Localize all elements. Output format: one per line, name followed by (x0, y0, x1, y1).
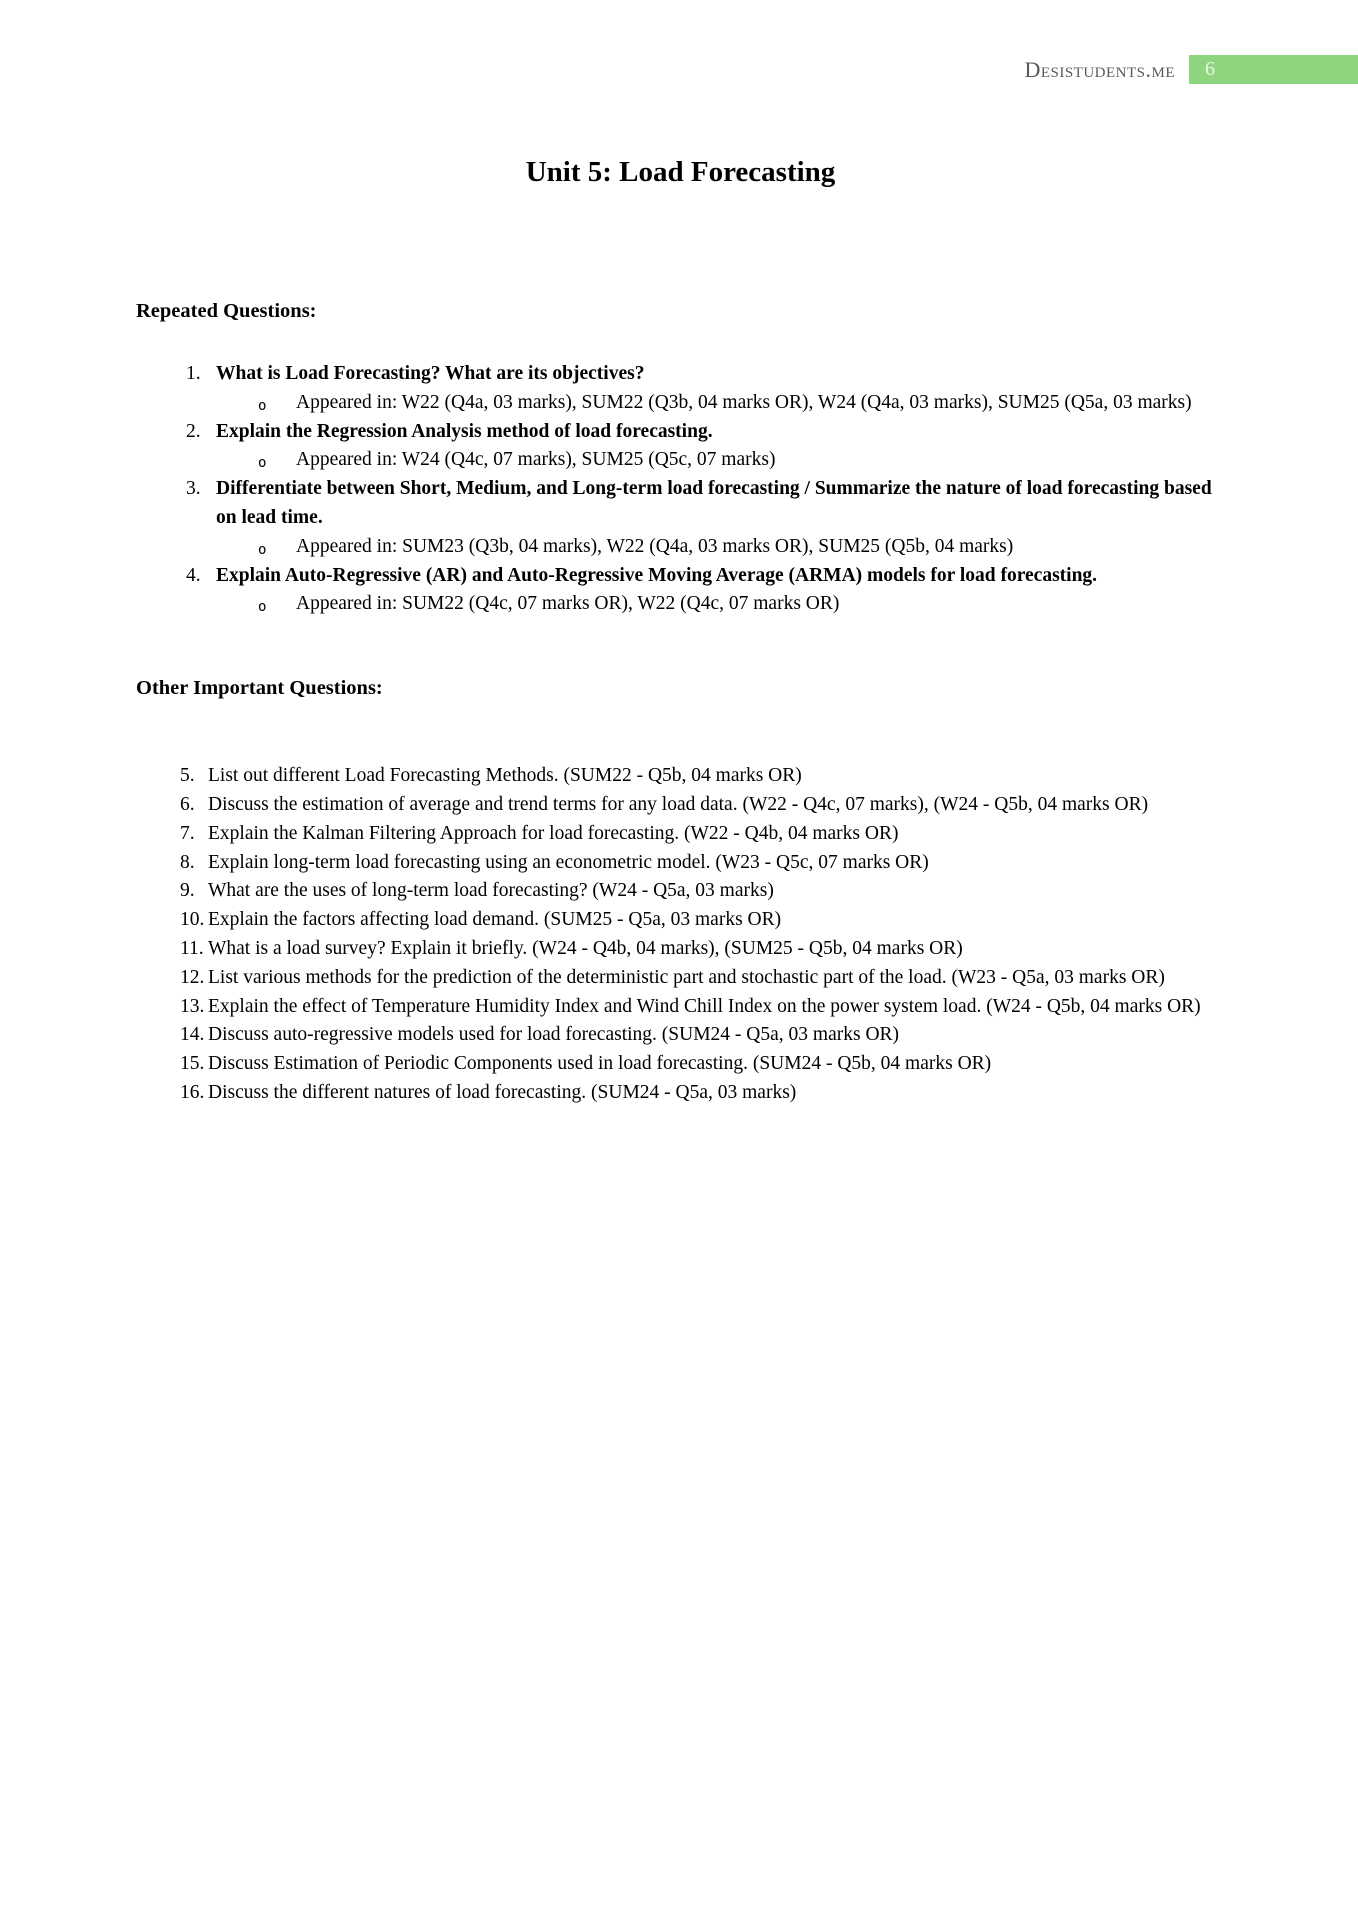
question-item (136, 762, 1225, 791)
appeared-in-line (216, 533, 1225, 562)
question-number: 9. (180, 880, 195, 902)
question-number: 5. (180, 765, 195, 787)
other-questions-list (136, 762, 1225, 1108)
question-text: What is Load Forecasting? What are its objectives? (216, 363, 645, 384)
question-item (136, 935, 1225, 964)
question-number: 15. (180, 1053, 205, 1075)
question-item (136, 418, 1225, 476)
question-text: Explain the Kalman Filtering Approach for load forecasting. (W22 - Q4b, 04 marks OR) (208, 822, 899, 844)
question-item (136, 877, 1225, 906)
question-text: What are the uses of long-term load forecasting? (W24 - Q5a, 03 marks) (208, 880, 774, 902)
appeared-in-text: Appeared in: SUM22 (Q4c, 07 marks OR), W22 (Q4c, 07 marks OR) (296, 593, 840, 615)
question-item (136, 1079, 1225, 1108)
question-text: Discuss the different natures of load forecasting. (SUM24 - Q5a, 03 marks) (208, 1081, 797, 1103)
question-number: 3. (186, 478, 201, 500)
appeared-in-text: Appeared in: SUM23 (Q3b, 04 marks), W22 (Q4a, 03 marks OR), SUM25 (Q5b, 04 marks) (296, 535, 1014, 557)
question-item (136, 1050, 1225, 1079)
question-number: 14. (180, 1024, 205, 1046)
question-number: 7. (180, 822, 195, 844)
question-number: 16. (180, 1081, 205, 1103)
question-text: Discuss Estimation of Periodic Components used in load forecasting. (SUM24 - Q5b, 04 marks OR) (208, 1053, 992, 1075)
page-number-badge (1189, 55, 1358, 84)
question-item (136, 820, 1225, 849)
question-text: Discuss auto-regressive models used for load forecasting. (SUM24 - Q5a, 03 marks OR) (208, 1024, 900, 1046)
question-text: Explain Auto-Regressive (AR) and Auto-Regressive Moving Average (ARMA) models for load forecasting. (216, 564, 1098, 586)
question-text: List out different Load Forecasting Methods. (SUM22 - Q5b, 04 marks OR) (208, 765, 802, 787)
question-item (136, 791, 1225, 820)
question-text: Explain the effect of Temperature Humidity Index and Wind Chill Index on the power system load. (W24 - Q5b, 04 marks OR) (208, 995, 1201, 1017)
appeared-in-text: Appeared in: W24 (Q4c, 07 marks), SUM25 (Q5c, 07 marks) (296, 449, 776, 471)
question-number: 8. (180, 851, 195, 873)
question-number: 6. (180, 793, 195, 815)
question-number: 10. (180, 909, 205, 931)
question-text: Differentiate between Short, Medium, and Long-term load forecasting / Summarize the nature of load forecasting based on lead time. (216, 478, 1212, 528)
question-item (136, 475, 1225, 561)
question-item (136, 562, 1225, 620)
question-item (136, 906, 1225, 935)
appeared-in-line (216, 590, 1225, 619)
other-questions-heading: Other Important Questions: (136, 677, 383, 700)
repeated-questions-list (136, 360, 1225, 619)
question-item (136, 360, 1225, 418)
question-number: 12. (180, 966, 205, 988)
circle-bullet-icon: o (258, 541, 267, 558)
question-text: What is a load survey? Explain it briefly. (W24 - Q4b, 04 marks), (SUM25 - Q5b, 04 marks OR) (208, 937, 963, 959)
circle-bullet-icon: o (258, 397, 267, 414)
circle-bullet-icon: o (258, 455, 267, 472)
question-item (136, 1021, 1225, 1050)
page-number: 6 (1205, 58, 1215, 80)
page-title: Unit 5: Load Forecasting (525, 156, 836, 188)
question-text: Explain long-term load forecasting using an econometric model. (W23 - Q5c, 07 marks OR) (208, 851, 929, 873)
question-item (136, 993, 1225, 1022)
question-text: Explain the factors affecting load demand. (SUM25 - Q5a, 03 marks OR) (208, 909, 782, 931)
circle-bullet-icon: o (258, 599, 267, 616)
site-name: Desistudents.me (1024, 56, 1175, 82)
question-text: Explain the Regression Analysis method of load forecasting. (216, 420, 713, 442)
question-number: 1. (186, 363, 201, 384)
question-item (136, 964, 1225, 993)
question-text: Discuss the estimation of average and trend terms for any load data. (W22 - Q4c, 07 marks), (W24 - Q5b, 04 marks OR) (208, 793, 1149, 815)
page-header (1024, 55, 1358, 84)
question-text: List various methods for the prediction of the deterministic part and stochastic part of the load. (W23 - Q5a, 03 marks OR) (208, 966, 1165, 988)
question-number: 4. (186, 564, 201, 586)
question-number: 13. (180, 995, 205, 1017)
appeared-in-line (216, 389, 1225, 418)
question-number: 2. (186, 420, 201, 442)
question-item (136, 849, 1225, 878)
appeared-in-line (216, 446, 1225, 475)
repeated-questions-heading: Repeated Questions: (136, 300, 317, 322)
question-number: 11. (180, 937, 204, 959)
appeared-in-text: Appeared in: W22 (Q4a, 03 marks), SUM22 (Q3b, 04 marks OR), W24 (Q4a, 03 marks), SUM25 (Q5a, 03 marks) (296, 391, 1192, 413)
